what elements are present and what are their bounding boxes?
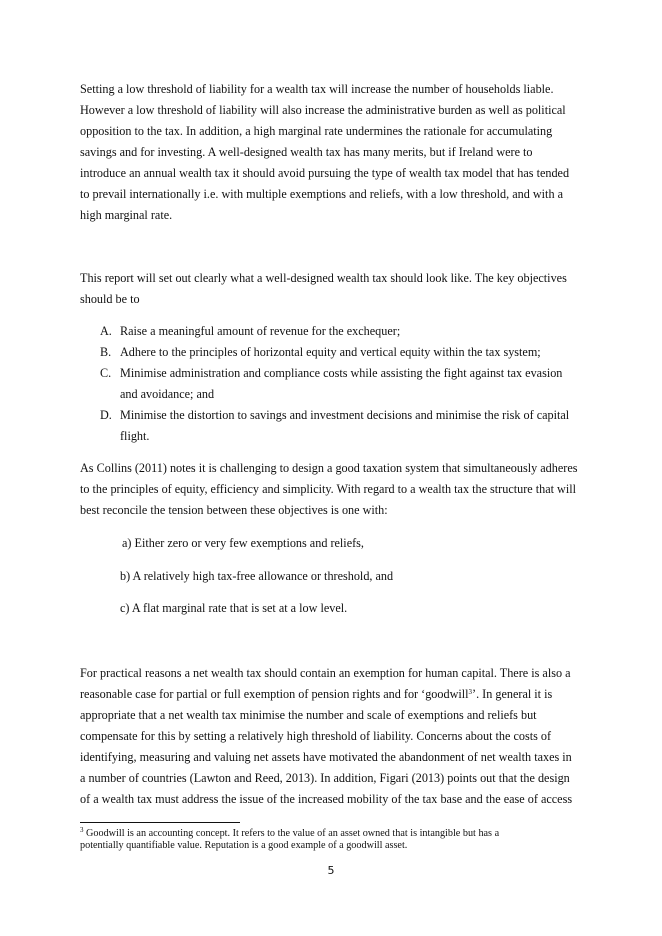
list-marker: B.	[100, 345, 112, 359]
text-line: Adhere to the principles of horizontal equity and vertical equity within the tax system;	[120, 345, 541, 359]
objectives-list	[80, 321, 590, 447]
text-line: For practical reasons a net wealth tax should contain an exemption for human capital. There is also a	[80, 666, 571, 680]
text-line: flight.	[120, 429, 150, 443]
text-line: to the principles of equity, efficiency and simplicity. With regard to a wealth tax the structure that will	[80, 482, 577, 496]
objective-item-c	[80, 363, 590, 405]
page-number: 5	[327, 864, 335, 877]
text-line: However a low threshold of liability will also increase the administrative burden as well as political	[80, 103, 566, 117]
footnote-separator	[80, 822, 240, 823]
text-line: identifying, measuring and valuing net assets have motivated the abandonment of net wealth taxes in	[80, 750, 572, 764]
text-line: should be to	[80, 292, 140, 306]
footnote-reference[interactable]: 3	[468, 688, 473, 696]
text-line: Minimise the distortion to savings and investment decisions and minimise the risk of capital	[120, 408, 570, 422]
text-line: opposition to the tax. In addition, a high marginal rate undermines the rationale for accumulating	[80, 124, 553, 138]
text-line: Setting a low threshold of liability for a wealth tax will increase the number of households liable.	[80, 82, 554, 96]
text-line: and avoidance; and	[120, 387, 215, 401]
structure-item-a: a) Either zero or very few exemptions and reliefs,	[122, 536, 364, 550]
text-line: savings and for investing. A well-designed wealth tax has many merits, but if Ireland were to	[80, 145, 533, 159]
text-line: compensate for this by setting a relatively high threshold of liability. Concerns about the costs of	[80, 729, 552, 743]
paragraph-collins-equity	[80, 458, 590, 521]
structure-item-b: b) A relatively high tax-free allowance or threshold, and	[120, 569, 394, 583]
objective-item-b	[80, 342, 590, 363]
text-line	[80, 684, 590, 705]
text-line: appropriate that a net wealth tax minimise the number and scale of exemptions and reliefs but	[80, 708, 537, 722]
objective-item-d	[80, 405, 590, 447]
text-segment: reasonable case for partial or full exemption of pension rights and for ‘goodwill	[80, 687, 469, 701]
list-marker: C.	[100, 366, 112, 380]
text-line	[80, 828, 590, 840]
text-line: to prevail internationally i.e. with multiple exemptions and reliefs, with a low threshold, and with a	[80, 187, 563, 201]
structure-item-c: c) A flat marginal rate that is set at a low level.	[120, 601, 348, 615]
text-line: Raise a meaningful amount of revenue for the exchequer;	[120, 324, 401, 338]
paragraph-practical-reasons	[80, 663, 590, 810]
text-segment: ’. In general it is	[472, 687, 553, 701]
objective-item-a	[80, 321, 590, 342]
text-line: As Collins (2011) notes it is challenging to design a good taxation system that simultaneously adheres	[80, 461, 578, 475]
text-line: of a wealth tax must address the issue of the increased mobility of the tax base and the ease of access	[80, 792, 573, 806]
paragraph-report-objectives	[80, 268, 590, 310]
footnote	[80, 828, 590, 852]
text-segment: Goodwill is an accounting concept. It refers to the value of an asset owned that is intangible but has a	[83, 828, 500, 839]
text-line: Minimise administration and compliance costs while assisting the fight against tax evasion	[120, 366, 563, 380]
text-line: a number of countries (Lawton and Reed, 2013). In addition, Figari (2013) points out that the design	[80, 771, 570, 785]
paragraph-threshold-liability	[80, 79, 590, 226]
text-line: best reconcile the tension between these objectives is one with:	[80, 503, 388, 517]
list-marker: D.	[100, 408, 112, 422]
footnote-marker: 3	[80, 826, 84, 834]
list-marker: A.	[100, 324, 112, 338]
text-line: high marginal rate.	[80, 208, 173, 222]
text-line: introduce an annual wealth tax it should avoid pursuing the type of wealth tax model that has tended	[80, 166, 570, 180]
text-line: potentially quantifiable value. Reputation is a good example of a goodwill asset.	[80, 840, 408, 851]
text-line: This report will set out clearly what a well-designed wealth tax should look like. The key objectives	[80, 271, 567, 285]
